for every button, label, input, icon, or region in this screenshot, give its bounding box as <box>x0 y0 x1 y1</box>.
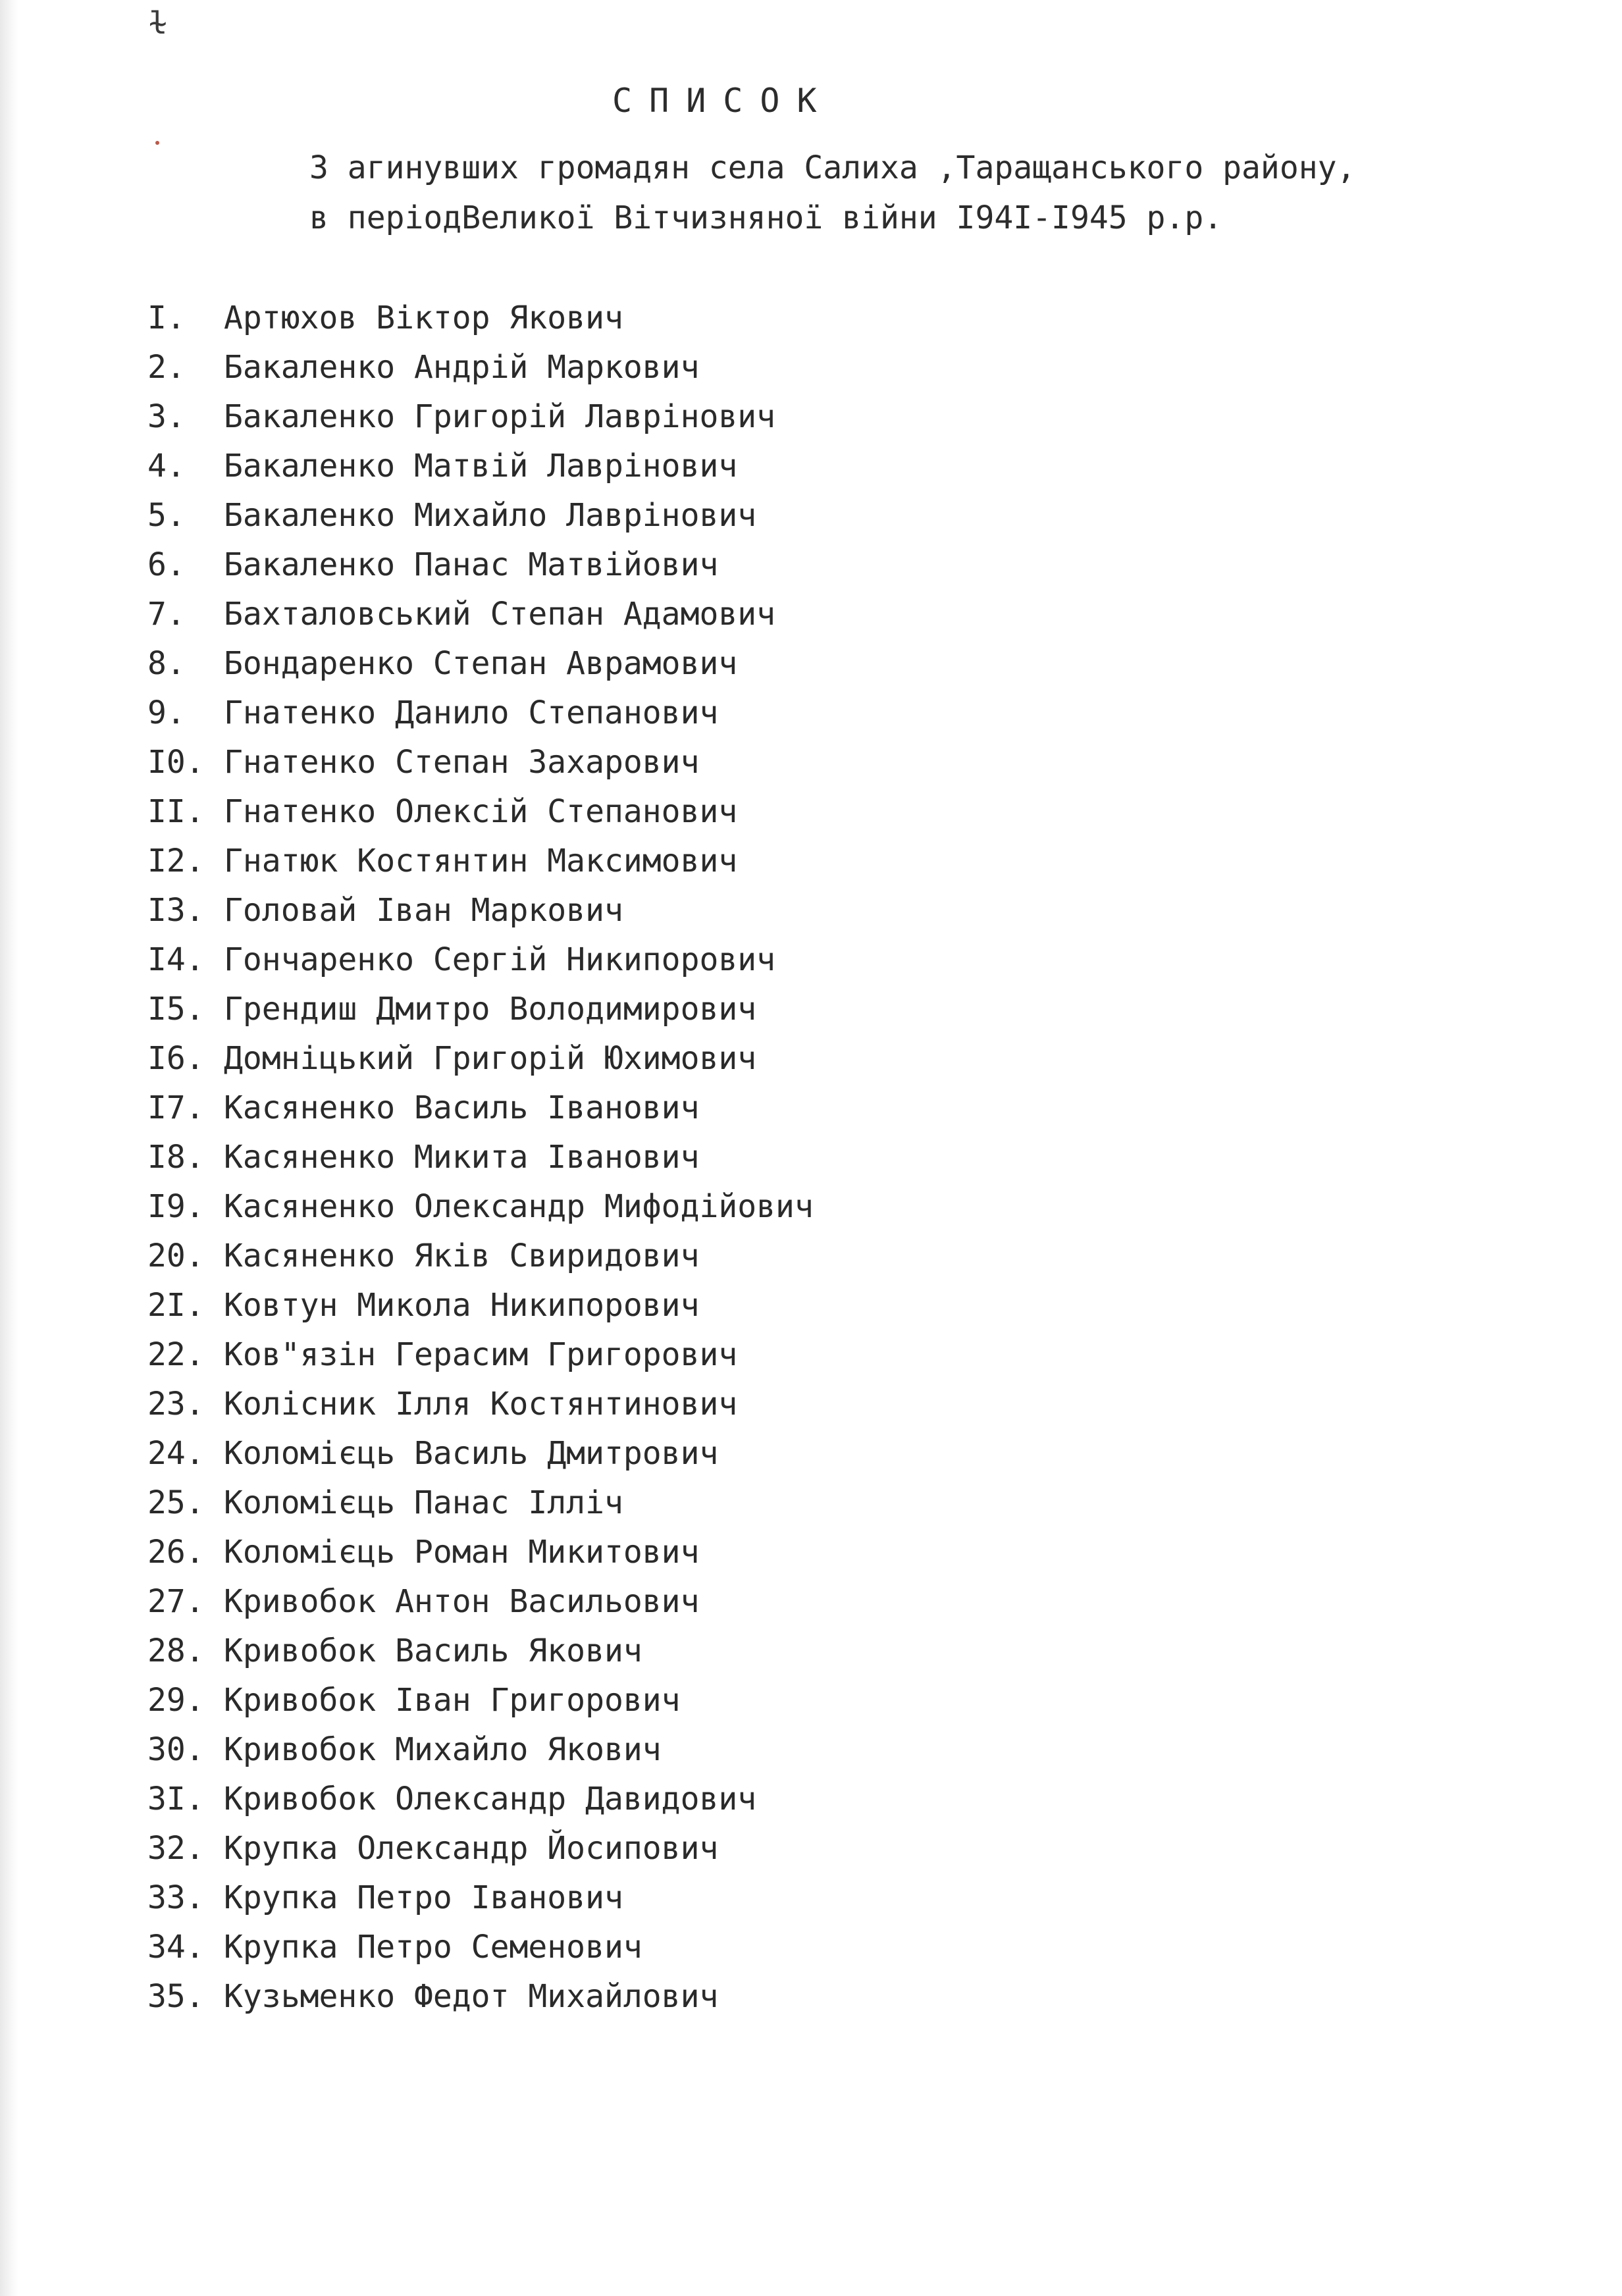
entry-name: Гнатюк Костянтин Максимович <box>224 843 738 879</box>
list-item <box>147 1824 814 1873</box>
entry-number: І4. <box>147 941 205 978</box>
entry-number: 35. <box>147 1978 205 2015</box>
document-title: СПИСОК <box>612 82 834 120</box>
entry-name: Коломієць Панас Ілліч <box>224 1484 623 1521</box>
entry-number: І3. <box>147 892 205 929</box>
entry-number: 27. <box>147 1583 205 1620</box>
document-subtitle-line-2: в періодВеликої Вітчизняної війни І94І-І945 р.р. <box>309 199 1223 236</box>
entry-name: Головай Іван Маркович <box>224 892 623 929</box>
list-item <box>147 1873 814 1923</box>
entry-name: Коломієць Роман Микитович <box>224 1534 700 1571</box>
entry-number: І. <box>147 300 186 336</box>
entry-number: 2. <box>147 349 186 386</box>
entry-number: ІІ. <box>147 793 205 830</box>
entry-number: 9. <box>147 694 186 731</box>
entry-number: 32. <box>147 1830 205 1867</box>
list-item <box>147 1034 814 1083</box>
entry-name: Кривобок Михайло Якович <box>224 1731 662 1768</box>
entry-number: І5. <box>147 991 205 1028</box>
list-item <box>147 886 814 935</box>
entry-name: Бакаленко Григорій Лаврінович <box>224 398 776 435</box>
entry-name: Бакаленко Панас Матвійович <box>224 546 719 583</box>
list-item <box>147 491 814 540</box>
entry-name: Бахталовський Степан Адамович <box>224 596 776 633</box>
list-item <box>147 1182 814 1232</box>
entry-name: Касяненко Василь Іванович <box>224 1089 700 1126</box>
entry-name: Гнатенко Данило Степанович <box>224 694 719 731</box>
list-item <box>147 985 814 1034</box>
entry-name: Колісник Ілля Костянтинович <box>224 1386 738 1422</box>
entry-number: 5. <box>147 497 186 534</box>
entry-number: 3І. <box>147 1781 205 1817</box>
entry-name: Домніцький Григорій Юхимович <box>224 1040 757 1077</box>
list-item <box>147 1775 814 1824</box>
entry-number: 7. <box>147 596 186 633</box>
entry-number: І7. <box>147 1089 205 1126</box>
entry-name: Кривобок Олександр Давидович <box>224 1781 757 1817</box>
entry-name: Касяненко Олександр Мифодійович <box>224 1188 814 1225</box>
entry-name: Кривобок Василь Якович <box>224 1632 642 1669</box>
list-item <box>147 837 814 886</box>
staple-mark: ɫ <box>149 5 167 41</box>
entry-number: 2І. <box>147 1287 205 1324</box>
entry-name: Бакаленко Михайло Лаврінович <box>224 497 757 534</box>
list-item <box>147 639 814 689</box>
document-subtitle-line-1: З агинувших громадян села Салиха ,Таращанського району, <box>309 149 1356 186</box>
entry-name: Артюхов Віктор Якович <box>224 300 623 336</box>
list-item <box>147 738 814 787</box>
ink-dot <box>155 141 159 145</box>
entry-number: 23. <box>147 1386 205 1422</box>
entry-number: 6. <box>147 546 186 583</box>
entry-number: 25. <box>147 1484 205 1521</box>
entry-number: 34. <box>147 1929 205 1966</box>
entry-name: Крупка Петро Семенович <box>224 1929 642 1966</box>
scan-left-edge <box>0 0 18 2296</box>
entry-number: 24. <box>147 1435 205 1472</box>
list-item <box>147 392 814 442</box>
entry-name: Бакаленко Андрій Маркович <box>224 349 700 386</box>
entry-number: 3. <box>147 398 186 435</box>
entry-number: 28. <box>147 1632 205 1669</box>
list-item <box>147 935 814 985</box>
entry-number: І6. <box>147 1040 205 1077</box>
entry-number: І8. <box>147 1139 205 1176</box>
entry-name: Ков"язін Герасим Григорович <box>224 1336 738 1373</box>
list-item <box>147 294 814 343</box>
entry-name: Грендиш Дмитро Володимирович <box>224 991 757 1028</box>
entry-number: 30. <box>147 1731 205 1768</box>
entry-name: Кузьменко Федот Михайлович <box>224 1978 719 2015</box>
list-item <box>147 1380 814 1429</box>
list-item <box>147 1330 814 1380</box>
entry-number: 29. <box>147 1682 205 1719</box>
entry-name: Гнатенко Степан Захарович <box>224 744 700 781</box>
entry-number: 20. <box>147 1238 205 1274</box>
list-item <box>147 1429 814 1478</box>
list-item <box>147 689 814 738</box>
list-item <box>147 442 814 491</box>
list-item <box>147 1725 814 1775</box>
entry-name: Коломієць Василь Дмитрович <box>224 1435 719 1472</box>
entry-name: Бондаренко Степан Аврамович <box>224 645 738 682</box>
list-item <box>147 1972 814 2022</box>
entry-name: Ковтун Микола Никипорович <box>224 1287 700 1324</box>
list-item <box>147 1676 814 1725</box>
list-item <box>147 1577 814 1627</box>
list-item <box>147 1478 814 1528</box>
entry-name: Гончаренко Сергій Никипорович <box>224 941 776 978</box>
entry-number: 22. <box>147 1336 205 1373</box>
list-item <box>147 343 814 392</box>
entry-name: Гнатенко Олексій Степанович <box>224 793 738 830</box>
entry-name: Бакаленко Матвій Лаврінович <box>224 448 738 484</box>
entry-name: Касяненко Микита Іванович <box>224 1139 700 1176</box>
list-item <box>147 1083 814 1133</box>
entry-name: Кривобок Антон Васильович <box>224 1583 700 1620</box>
entry-number: І0. <box>147 744 205 781</box>
entry-number: 4. <box>147 448 186 484</box>
list-item <box>147 1923 814 1972</box>
entry-number: 33. <box>147 1879 205 1916</box>
list-item <box>147 1232 814 1281</box>
entry-number: І2. <box>147 843 205 879</box>
list-item <box>147 787 814 837</box>
list-item <box>147 1281 814 1330</box>
list-item <box>147 1627 814 1676</box>
entry-number: 8. <box>147 645 186 682</box>
entry-number: І9. <box>147 1188 205 1225</box>
entry-name: Крупка Олександр Йосипович <box>224 1830 719 1867</box>
names-list <box>147 294 814 2022</box>
list-item <box>147 1133 814 1182</box>
list-item <box>147 1528 814 1577</box>
list-item <box>147 590 814 639</box>
entry-name: Крупка Петро Іванович <box>224 1879 623 1916</box>
entry-name: Касяненко Яків Свиридович <box>224 1238 700 1274</box>
entry-name: Кривобок Іван Григорович <box>224 1682 681 1719</box>
entry-number: 26. <box>147 1534 205 1571</box>
list-item <box>147 540 814 590</box>
